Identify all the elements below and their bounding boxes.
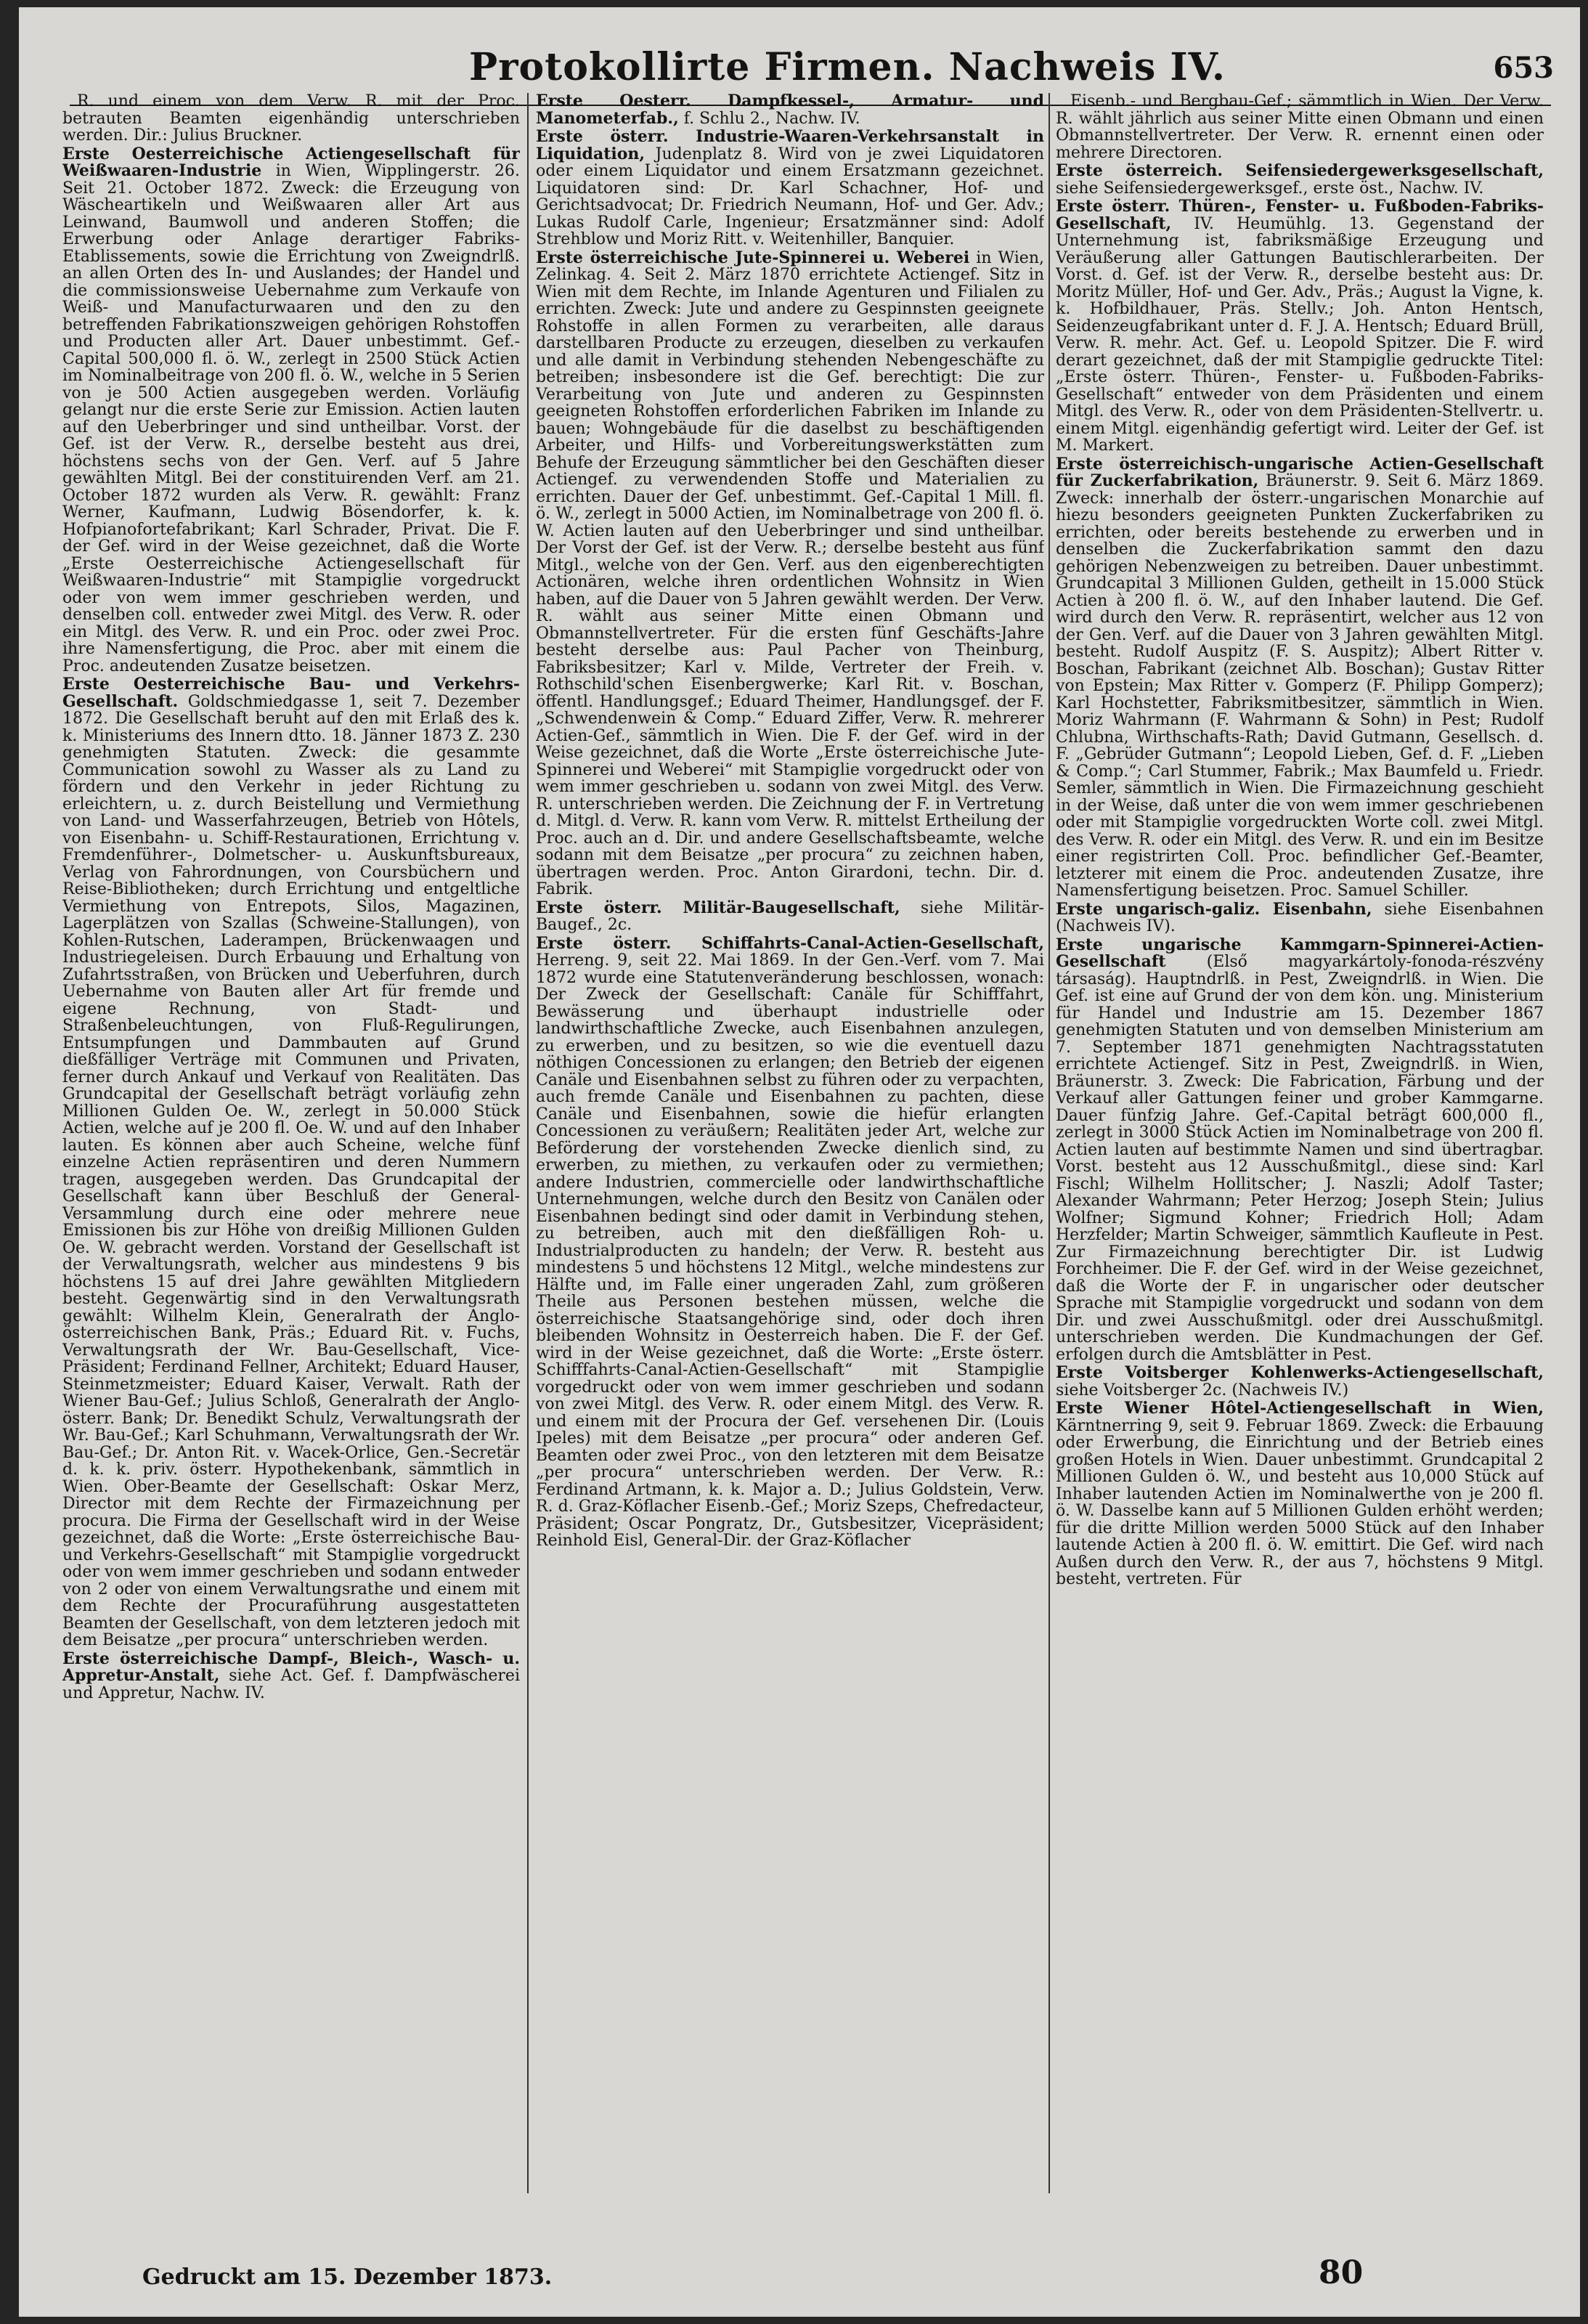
signature-mark: 80 (1319, 2254, 1364, 2291)
page-title: Protokollirte Firmen. Nachweis IV. (469, 45, 1226, 89)
entry-text: siehe Seifensiedergewerksgef., erste öst., Nachw. IV. (1056, 179, 1484, 198)
print-date: Gedruckt am 15. Dezember 1873. (142, 2264, 553, 2290)
entry-text: Kärntnerring 9, seit 9. Februar 1869. Zweck: die Erbauung oder Erwerbung, die Einrichtung und der Betrieb eines großen Hotels in Wien. Dauer unbestimmt. Grundcapital 2 Millionen Gulden ö. W., und besteht aus 10,000 Stück auf Inhaber lautenden Actien im Nominalwerthe von je 200 fl. ö. W. Dasselbe kann auf 5 Millionen Gulden erhöht werden; für die dritte Million werden 5000 Stück auf den Inhaber lautende Actien à 200 fl. ö. W. emittirt. Die Gef. wird nach Außen durch den Verw. R., der aus 7, höchstens 9 Mitgl. besteht, vertreten. Für (1056, 1416, 1544, 1588)
entry-text: R. und einem von dem Verw. R. mit der Proc. betrauten Beamten eigenhändig unterschrieben werden. Dir.: Julius Bruckner. (62, 93, 520, 145)
firm-entry (62, 146, 520, 675)
document-page (19, 7, 1580, 2317)
page-header (19, 29, 1580, 94)
firm-entry (1056, 1400, 1544, 1588)
entry-text: siehe Voitsberger 2c. (Nachweis IV.) (1056, 1381, 1349, 1399)
column-divider (527, 93, 529, 2193)
entry-text: Herreng. 9, seit 22. Mai 1869. In der Gen.-Verf. vom 7. Mai 1872 wurde eine Statutenveränderung beschlossen, wonach: Der Zweck der Gesellschaft: Canäle für Schifffahrt, Bewässerung und überhaupt industrielle oder landwirthschaftliche Zwecke, auch Eisenbahnen anzulegen, zu erwerben, und zu besitzen, so wie die eventuell dazu nöthigen Concessionen zu erlangen; den Betrieb der eigenen Canäle und Eisenbahnen selbst zu führen oder zu verpachten, auch fremde Canäle und Eisenbahnen zu pachten, diese Canäle und Eisenbahnen, sowie die hiefür erlangten Concessionen zu veräußern; Realitäten jeder Art, welche zur Beförderung der vorstehenden Zwecke dienlich sind, zu erwerben, zu miethen, zu verkaufen oder zu vermiethen; andere Industrien, commercielle oder landwirthschaftliche Unternehmungen, welche durch den Besitz von Canälen oder Eisenbahnen bedingt sind oder damit in Verbindung stehen, zu betreiben, auch mit den dießfälligen Roh- u. Industrialproducten zu handeln; der Verw. R. besteht aus mindestens 5 und höchstens 12 Mitgl., welche mindestens zur Hälfte und, im Falle einer ungeraden Zahl, zum größeren Theile aus Personen bestehen müssen, welche die österreichische Staatsangehörige sind, oder doch ihren bleibenden Wohnsitz in Oesterreich haben. Die F. der Gef. wird in der Weise gezeichnet, daß die Worte: „Erste österr. Schifffahrts-Canal-Actien-Gesellschaft“ mit Stampiglie vorgedruckt oder von wem immer geschrieben und sodann von zwei Mitgl. des Verw. R. oder einem Mitgl. des Verw. R. und einem mit der Procura der Gef. versehenen Dir. (Louis Ipeles) mit dem Beisatze „per procura“ oder anderen Gef. Beamten oder zwei Proc., von den letzteren mit dem Beisatze „per procura“ unterschrieben werden. Der Verw. R.: Ferdinand Artmann, k. k. Major a. D.; Julius Goldstein, Verw. R. d. Graz-Köflacher Eisenb.-Gef.; Moriz Szeps, Chefredacteur, Präsident; Oscar Pongratz, Dr., Gutsbesitzer, Vicepräsident; Reinhold Eisl, General-Dir. der Graz-Köflacher (536, 951, 1044, 1550)
entry-text: f. Schlu 2., Nachw. IV. (683, 109, 860, 128)
entry-text: in Wien, Zelinkag. 4. Seit 2. März 1870 errichtete Actiengef. Sitz in Wien mit dem Rechte, im Inlande Agenturen und Filialen zu errichten. Zweck: Jute und andere zu Gespinnsten geeignete Rohstoffe in allen Formen zu verarbeiten, alle daraus darstellbaren Producte zu erzeugen, dieselben zu verkaufen und alle damit in Verbindung stehenden Nebengeschäfte zu betreiben; insbesondere ist die Gef. berechtigt: Die zur Verarbeitung von Jute und anderen zu Gespinnsten geeigneten Rohstoffen erforderlichen Fabriken im Inlande zu bauen; Wohngebäude für die daselbst zu beschäftigenden Arbeiter, und Hilfs- und Vorbereitungswerkstätten zum Behufe der Erzeugung sämmtlicher bei den Geschäften dieser Actiengef. zu verwendenden Stoffe und Materialien zu errichten. Dauer der Gef. unbestimmt. Gef.-Capital 1 Mill. fl. ö. W., zerlegt in 5000 Actien, im Nominalbetrage von 200 fl. ö. W. Actien lauten auf den Ueberbringer und sind untheilbar. Der Vorst der Gef. ist der Verw. R.; derselbe besteht aus fünf Mitgl., welche von der Gen. Verf. aus den eigenberechtigten Actionären, welche ihren ordentlichen Wohnsitz in Wien haben, auf die Dauer von 5 Jahren gewählt werden. Der Verw. R. wählt aus seiner Mitte einen Obmann und Obmannstellvertreter. Für die ersten fünf Geschäfts-Jahre besteht derselbe aus: Paul Pacher von Theinburg, Fabriksbesitzer; Karl v. Milde, Vertreter der Freih. v. Rothschild'schen Eisenbergwerke; Karl Rit. v. Boschan, öffentl. Handlungsgef.; Eduard Theimer, Handlungsgef. der F. „Schwendenwein & Comp.“ Eduard Ziffer, Verw. R. mehrerer Actien-Gef., sämmtlich in Wien. Die F. der Gef. wird in der Weise gezeichnet, daß die Worte „Erste österreichische Jute-Spinnerei und Weberei“ mit Stampiglie vorgedruckt oder von wem immer geschrieben u. sodann von zwei Mitgl. des Verw. R. unterschrieben werden. Die Zeichnung der F. in Vertretung d. Mitgl. d. Verw. R. kann vom Verw. R. mittelst Ertheilung der Proc. auch an d. Dir. und andere Gesellschaftsbeamte, welche sodann mit dem Beisatze „per procura“ zu zeichnen haben, übertragen werden. Proc. Anton Girardoni, techn. Dir. d. Fabrik. (536, 248, 1044, 898)
entry-text: Eisenb.- und Bergbau-Gef.; sämmtlich in Wien. Der Verw. R. wählt jährlich aus seiner Mitte einen Obmann und einen Obmannstellvertreter. Der Verw. R. ernennt einen oder mehrere Directoren. (1056, 93, 1544, 162)
text-column-middle (536, 93, 1044, 2193)
firm-name: Erste österreichische Dampf-, Bleich-, Wasch- u. Appretur-Anstalt, (62, 1649, 520, 1685)
firm-name: Erste Oesterreichische Bau- und Verkehrs-Gesellschaft. (62, 675, 520, 711)
firm-entry (62, 676, 520, 1649)
firm-name: Erste österr. Industrie-Waaren-Verkehrsanstalt in Liquidation, (536, 127, 1044, 163)
entry-text: IV. Heumühlg. 13. Gegenstand der Unternehmung ist, fabriksmäßige Erzeugung und Veräußerung aller Gattungen Bautischlerarbeiten. Der Vorst. d. Gef. ist der Verw. R., derselbe besteht aus: Dr. Moritz Müller, Hof- und Ger. Adv., Präs.; August la Vigne, k. k. Hofbildhauer, Präs. Stellv.; Joh. Anton Hentsch, Seidenzeugfabrikant unter d. F. J. A. Hentsch; Eduard Brüll, Verw. R. mehr. Act. Gef. u. Leopold Spitzer. Die F. wird derart gezeichnet, daß der mit Stampiglie gedruckte Titel: „Erste österr. Thüren-, Fenster- u. Fußboden-Fabriks-Gesellschaft“ entweder von dem Präsidenten und einem Mitgl. des Verw. R., oder von dem Präsidenten-Stellvertr. u. einem Mitgl. eigenhändig gefertigt wird. Leiter der Gef. ist M. Markert. (1056, 214, 1544, 455)
firm-entry (1056, 198, 1544, 455)
entry-text: in Wien, Wipplingerstr. 26. Seit 21. October 1872. Zweck: die Erzeugung von Wäscheartikeln und Weißwaaren aller Art aus Leinwand, Baumwoll und anderen Stoffen; die Erwerbung oder Anlage derartiger Fabriks-Etablissements, sowie die Errichtung von Zweigndrlß. an allen Orten des In- und Auslandes; der Handel und die commissionsweise Uebernahme zum Verkaufe von Weiß- und Manufacturwaaren und den zu den betreffenden Fabrikationszweigen gehörigen Rohstoffen und Producten aller Art. Dauer unbestimmt. Gef.-Capital 500,000 fl. ö. W., zerlegt in 2500 Stück Actien im Nominalbeitrage von 200 fl. ö. W., welche in 5 Serien von je 500 Actien ausgegeben werden. Vorläufig gelangt nur die erste Serie zur Emission. Actien lauten auf den Ueberbringer und sind untheilbar. Vorst. der Gef. ist der Verw. R., derselbe besteht aus drei, höchstens sechs von der Gen. Verf. auf 5 Jahre gewählten Mitgl. Bei der constituirenden Verf. am 21. October 1872 wurden als Verw. R. gewählt: Franz Werner, Kaufmann, Ludwig Bösendorfer, k. k. Hofpianofortefabrikant; Karl Schrader, Privat. Die F. der Gef. wird in der Weise gezeichnet, daß die Worte „Erste Oesterreichische Actiengesellschaft für Weißwaaren-Industrie“ mit Stampiglie vorgedruckt oder von wem immer geschrieben werden, und denselben coll. entweder zwei Mitgl. des Verw. R. oder ein Mitgl. des Verw. R. und ein Proc. oder zwei Proc. ihre Namensfertigung, die Proc. aber mit einem die Proc. andeutenden Zusatze beisetzen. (62, 162, 520, 675)
entry-text: Judenplatz 8. Wird von je zwei Liquidatoren oder einem Liquidator und einem Ersatzmann gezeichnet. Liquidatoren sind: Dr. Karl Schachner, Hof- und Gerichtsadvocat; Dr. Friedrich Neumann, Hof- und Ger. Adv.; Lukas Rudolf Carle, Ingenieur; Ersatzmänner sind: Adolf Strehblow und Moriz Ritt. v. Weitenhiller, Banquier. (536, 145, 1044, 248)
firm-entry (62, 93, 520, 145)
firm-entry (1056, 901, 1544, 935)
entry-text: Goldschmiedgasse 1, seit 7. Dezember 1872. Die Gesellschaft beruht auf den mit Erlaß des k. k. Ministeriums des Innern dtto. 18. Jänner 1873 Z. 230 genehmigten Statuten. Zweck: die gesammte Communication sowohl zu Wasser als zu Land zu fördern und den Verkehr in jeder Richtung zu erleichtern, u. z. durch Beistellung und Vermiethung von Land- und Wasserfahrzeugen, Betrieb von Hôtels, von Eisenbahn- u. Schiff-Restaurationen, Errichtung v. Fremdenführer-, Dolmetscher- u. Auskunftsbureaux, Verlag von Fahrordnungen, von Coursbüchern und Reise-Bibliotheken; durch Errichtung und entgeltliche Vermiethung von Entrepots, Silos, Magazinen, Lagerplätzen von Szallas (Schweine-Stallungen), von Kohlen-Rutschen, Laderampen, Brückenwaagen und Industriegeleisen. Durch Erbauung und Erhaltung von Zufahrtsstraßen, von Brücken und Ueberfuhren, durch Uebernahme von Bauten aller Art für fremde und eigene Rechnung, von Stadt- und Straßenbeleuchtungen, von Fluß-Regulirungen, Entsumpfungen und Dammbauten auf Grund dießfälliger Verträge mit Communen und Privaten, ferner durch Ankauf und Verkauf von Realitäten. Das Grundcapital der Gesellschaft beträgt vorläufig zehn Millionen Gulden Oe. W., zerlegt in 50.000 Stück Actien, welche auf je 200 fl. Oe. W. und auf den Inhaber lauten. Es können aber auch Scheine, welche fünf einzelne Actien repräsentiren und deren Nummern tragen, ausgegeben werden. Das Grundcapital der Gesellschaft kann über Beschluß der General-Versammlung durch eine oder mehrere neue Emissionen bis zur Höhe von dreißig Millionen Gulden Oe. W. gebracht werden. Vorstand der Gesellschaft ist der Verwaltungsrath, welcher aus mindestens 9 bis höchstens 15 auf drei Jahre gewählten Mitgliedern besteht. Gegenwärtig sind in den Verwaltungsrath gewählt: Wilhelm Klein, Generalrath der Anglo-österreichischen Bank, Präs.; Eduard Rit. v. Fuchs, Verwaltungsrath der Wr. Bau-Gesellschaft, Vice-Präsident; Ferdinand Fellner, Architekt; Eduard Hauser, Steinmetzmeister; Eduard Kaiser, Verwalt. Rath der Wiener Bau-Gef.; Julius Schloß, Generalrath der Anglo-österr. Bank; Dr. Benedikt Schulz, Verwaltungsrath der Wr. Bau-Gef.; Karl Schuhmann, Verwaltungsrath der Wr. Bau-Gef.; Dr. Anton Rit. v. Wacek-Orlice, Gen.-Secretär d. k. k. priv. österr. Hypothekenbank, sämmtlich in Wien. Ober-Beamte der Gesellschaft: Oskar Merz, Director mit dem Rechte der Firmazeichnung per procura. Die Firma der Gesellschaft wird in der Weise gezeichnet, daß die Worte: „Erste österreichische Bau- und Verkehrs-Gesellschaft“ mit Stampiglie vorgedruckt oder von wem immer geschrieben und sodann entweder von 2 oder von einem Verwaltungsrathe und einem mit dem Rechte der Procuraführung ausgestatteten Beamten der Gesellschaft, von dem letzteren jedoch mit dem Beisatze „per procura“ unterschrieben werden. (62, 692, 520, 1649)
entry-text: siehe Eisenbahnen (Nachweis IV). (1056, 900, 1544, 935)
text-column-left (62, 93, 520, 2193)
firm-entry (1056, 93, 1544, 161)
firm-name: Erste österr. Militär-Baugesellschaft, (536, 898, 900, 917)
firm-name: Erste Wiener Hôtel-Actiengesellschaft in Wien, (1056, 1399, 1544, 1418)
firm-name: Erste österr. Thüren-, Fenster- u. Fußboden-Fabriks-Gesellschaft, (1056, 197, 1544, 233)
firm-entry (536, 93, 1044, 127)
firm-name: Erste Voitsberger Kohlenwerks-Actiengesellschaft, (1056, 1363, 1544, 1382)
firm-name: Erste österreichische Jute-Spinnerei u. Weberei (536, 248, 970, 267)
firm-name: Erste ungarische Kammgarn-Spinnerei-Actien-Gesellschaft (1056, 935, 1544, 971)
firm-entry (1056, 1365, 1544, 1399)
firm-name: Erste Oesterreichische Actiengesellschaft für Weißwaaren-Industrie (62, 144, 520, 180)
firm-entry (536, 250, 1044, 898)
firm-name: Erste Oesterr. Dampfkessel-, Armatur- und Manometerfab., (536, 93, 1044, 128)
firm-name: Erste österr. Schiffahrts-Canal-Actien-Gesellschaft, (536, 933, 1044, 953)
firm-entry (1056, 456, 1544, 900)
page-footer (19, 2244, 1580, 2302)
column-divider (1049, 93, 1050, 2193)
entry-text: siehe Act. Gef. f. Dampfwäscherei und Appretur, Nachw. IV. (62, 1667, 520, 1702)
firm-entry (536, 935, 1044, 1550)
firm-entry (536, 900, 1044, 934)
firm-entry (62, 1651, 520, 1702)
entry-text: (Első magyarkártoly-fonoda-részvény társaság). Hauptndrlß. in Pest, Zweigndrlß. in Wien. Die Gef. ist eine auf Grund der von dem kön. ung. Ministerium für Handel und Industrie am 15. Dezember 1867 genehmigten Statuten und von demselben Ministerium am 7. September 1871 genehmigten Nachtragsstatuten errichtete Actiengef. Sitz in Pest, Zweigndrlß. in Wien, Bräunerstr. 3. Zweck: Die Fabrication, Färbung und der Verkauf aller Gattungen feiner und grober Kammgarne. Dauer fünfzig Jahre. Gef.-Capital beträgt 600,000 fl., zerlegt in 3000 Stück Actien im Nominalbetrage von 200 fl. Actien lauten auf bestimmte Namen und sind übertragbar. Vorst. besteht aus 12 Ausschußmitgl., diese sind: Karl Fischl; Wilhelm Hollitscher; J. Naszli; Adolf Taster; Alexander Wahrmann; Peter Herzog; Joseph Stein; Julius Wolfner; Sigmund Kohner; Friedrich Holl; Adam Herzfelder; Martin Schweiger, sämmtlich Kaufleute in Pest. Zur Firmazeichnung berechtigter Dir. ist Ludwig Forchheimer. Die F. der Gef. wird in der Weise gezeichnet, daß die Worte der F. in ungarischer oder deutscher Sprache mit Stampiglie vorgedruckt und sodann von dem Dir. und zwei Ausschußmitgl. oder drei Ausschußmitgl. unterschrieben werden. Die Kundmachungen der Gef. erfolgen durch die Amtsblätter in Pest. (1056, 953, 1544, 1364)
firm-entry (536, 129, 1044, 248)
firm-entry (1056, 163, 1544, 197)
page-number: 653 (1493, 51, 1554, 85)
firm-name: Erste österreichisch-ungarische Actien-Gesellschaft für Zuckerfabrikation, (1056, 454, 1544, 490)
firm-name: Erste österreich. Seifensiedergewerksgesellschaft, (1056, 161, 1544, 180)
text-column-right (1056, 93, 1544, 2193)
entry-text: siehe Militär-Baugef., 2c. (536, 898, 1044, 934)
firm-entry (1056, 937, 1544, 1364)
entry-text: Bräunerstr. 9. Seit 6. März 1869. Zweck: innerhalb der österr.-ungarischen Monarchie auf hiezu besonders geeigneten Punkten Zuckerfabriken zu errichten, oder bereits bestehende zu erwerben und in denselben die Zuckerfabrikation sammt den dazu gehörigen Nebenzweigen zu betreiben. Dauer unbestimmt. Grundcapital 3 Millionen Gulden, getheilt in 15.000 Stück Actien à 200 fl. ö. W., auf den Inhaber lautend. Die Gef. wird durch den Verw. R. repräsentirt, welcher aus 12 von der Gen. Verf. auf die Dauer von 3 Jahren gewählten Mitgl. besteht. Rudolf Auspitz (F. S. Auspitz); Albert Ritter v. Boschan, Fabrikant (zeichnet Alb. Boschan); Gustav Ritter von Epstein; Max Ritter v. Gomperz (F. Philipp Gomperz); Karl Hochstetter, Fabriksmitbesitzer, sämmtlich in Wien. Moriz Wahrmann (F. Wahrmann & Sohn) in Pest; Rudolf Chlubna, Wirthschafts-Rath; David Gutmann, Gesellsch. d. F. „Gebrüder Gutmann“; Leopold Lieben, Gef. d. F. „Lieben & Comp.“; Carl Stummer, Fabrik.; Max Baumfeld u. Friedr. Semler, sämmtlich in Wien. Die Firmazeichnung geschieht in der Weise, daß unter die von wem immer geschriebenen oder mit Stampiglie vorgedruckten Worte coll. zwei Mitgl. des Verw. R. oder ein Mitgl. des Verw. R. und ein im Besitze einer registrirten Coll. Proc. befindlicher Gef.-Beamter, letzterer mit einem die Proc. andeutenden Zusatze, ihre Namensfertigung beisetzen. Proc. Samuel Schiller. (1056, 472, 1544, 900)
firm-name: Erste ungarisch-galiz. Eisenbahn, (1056, 899, 1372, 919)
